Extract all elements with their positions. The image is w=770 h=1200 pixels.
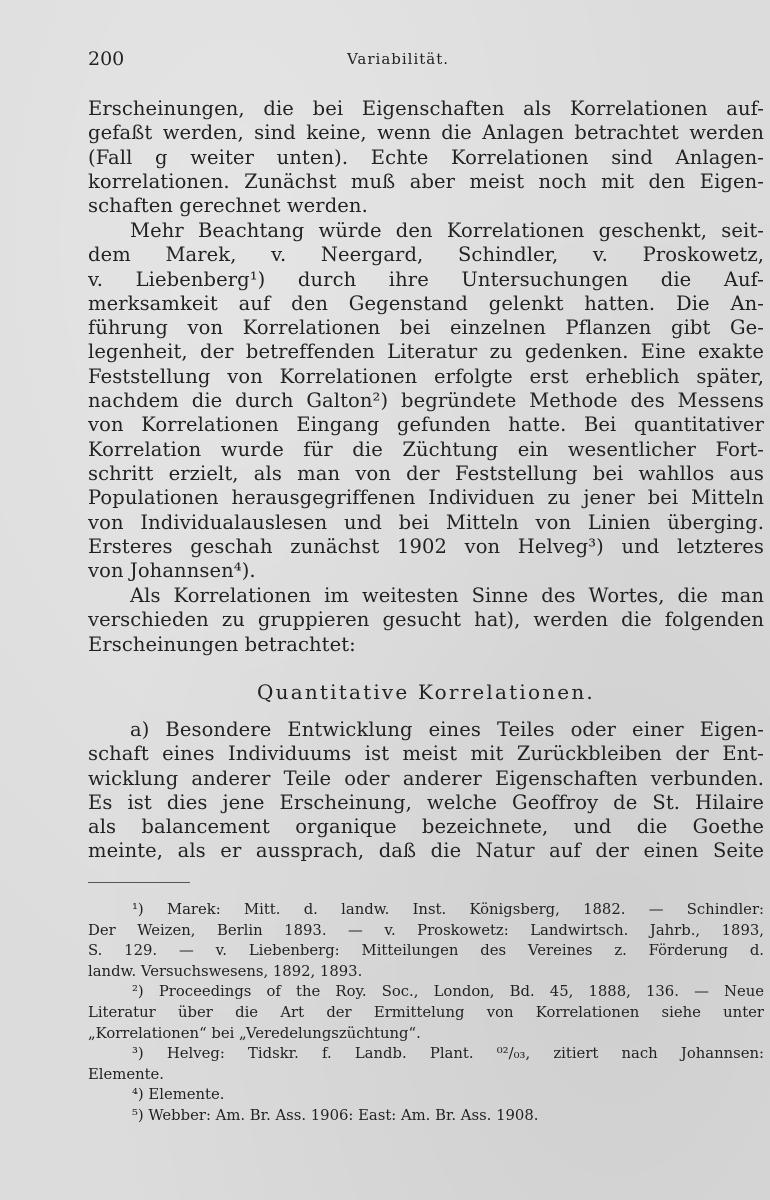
footnote-divider: [88, 882, 190, 883]
text-line: Ersteres geschah zunächst 1902 von Helveg³) und letzteres: [88, 534, 764, 558]
footnote-line: ³) Helveg: Tidskr. f. Landb. Plant. ⁰²/₀₃, zitiert nach Johannsen:: [132, 1045, 764, 1063]
text-line: Es ist dies jene Erscheinung, welche Geoffroy de St. Hilaire: [88, 790, 764, 814]
section-heading: Quantitative Korrelationen.: [257, 680, 595, 704]
text-line: Als Korrelationen im weitesten Sinne des Wortes, die man: [130, 584, 764, 607]
footnote-line: „Korrelationen“ bei „Veredelungszüchtung“.: [88, 1024, 421, 1042]
footnote-line: ⁴) Elemente.: [132, 1086, 225, 1104]
text-line: Mehr Beachtang würde den Korrelationen geschenkt, seit-: [130, 219, 764, 242]
text-line: wicklung anderer Teile oder anderer Eigenschaften verbunden.: [88, 766, 764, 790]
footnote-line: ²) Proceedings of the Roy. Soc., London, Bd. 45, 1888, 136. — Neue: [132, 983, 764, 1001]
page-header: [88, 48, 708, 78]
text-line: schaften gerechnet werden.: [88, 194, 368, 218]
footnote-line: S. 129. — v. Liebenberg: Mitteilungen des Vereines z. Förderung d.: [88, 942, 764, 960]
text-line: Erscheinungen, die bei Eigenschaften als Korrelationen auf-: [88, 97, 764, 120]
text-line: von Johannsen⁴).: [88, 559, 256, 583]
text-line: Erscheinungen betrachtet:: [88, 632, 356, 656]
text-line: schaft eines Individuums ist meist mit Zurückbleiben der Ent-: [88, 742, 764, 766]
footnote-line: landw. Versuchswesens, 1892, 1893.: [88, 962, 363, 980]
text-line: von Individualauslesen und bei Mitteln von Linien überging.: [88, 510, 764, 534]
text-line: v. Liebenberg¹) durch ihre Untersuchungen die Auf-: [88, 267, 764, 291]
text-line: führung von Korrelationen bei einzelnen Pflanzen gibt Ge-: [88, 316, 764, 340]
text-line: merksamkeit auf den Gegenstand gelenkt hatten. Die An-: [88, 291, 764, 315]
footnote-line: Der Weizen, Berlin 1893. — v. Proskowetz: Landwirtsch. Jahrb., 1893,: [88, 921, 764, 939]
text-line: (Fall g weiter unten). Echte Korrelationen sind Anlagen-: [88, 145, 764, 169]
paragraph-1: [88, 97, 764, 218]
text-line: nachdem die durch Galton²) begründete Methode des Messens: [88, 389, 764, 413]
footnote-line: Literatur über die Art der Ermittelung von Korrelationen siehe unter: [88, 1003, 764, 1021]
text-line: Feststellung von Korrelationen erfolgte erst erheblich später,: [88, 364, 764, 388]
text-line: Populationen herausgegriffenen Individuen zu jener bei Mitteln: [88, 486, 764, 510]
text-line: meinte, als er aussprach, daß die Natur auf der einen Seite: [88, 839, 764, 863]
text-line: von Korrelationen Eingang gefunden hatte. Bei quantitativer: [88, 413, 764, 437]
text-line: als balancement organique bezeichnete, und die Goethe: [88, 815, 764, 839]
paragraph-2: [88, 219, 764, 583]
text-line: korrelationen. Zunächst muß aber meist noch mit den Eigen-: [88, 169, 764, 193]
footnotes: [88, 900, 764, 1127]
page-number: 200: [88, 48, 125, 70]
footnote-line: Elemente.: [88, 1065, 165, 1083]
text-line: a) Besondere Entwicklung eines Teiles oder einer Eigen-: [130, 718, 764, 741]
paragraph-4: [88, 718, 764, 864]
running-title: Variabilität.: [346, 50, 450, 68]
paragraph-3: [88, 584, 764, 657]
text-line: schritt erzielt, als man von der Feststellung bei wahllos aus: [88, 461, 764, 485]
text-line: verschieden zu gruppieren gesucht hat), werden die folgenden: [88, 608, 764, 632]
footnote-line: ¹) Marek: Mitt. d. landw. Inst. Königsberg, 1882. — Schindler:: [132, 901, 764, 918]
text-line: dem Marek, v. Neergard, Schindler, v. Proskowetz,: [88, 243, 764, 267]
text-line: gefaßt werden, sind keine, wenn die Anlagen betrachtet werden: [88, 121, 764, 145]
text-line: legenheit, der betreffenden Literatur zu gedenken. Eine exakte: [88, 340, 764, 364]
text-line: Korrelation wurde für die Züchtung ein wesentlicher Fort-: [88, 437, 764, 461]
footnote-line: ⁵) Webber: Am. Br. Ass. 1906: East: Am. Br. Ass. 1908.: [132, 1106, 539, 1124]
